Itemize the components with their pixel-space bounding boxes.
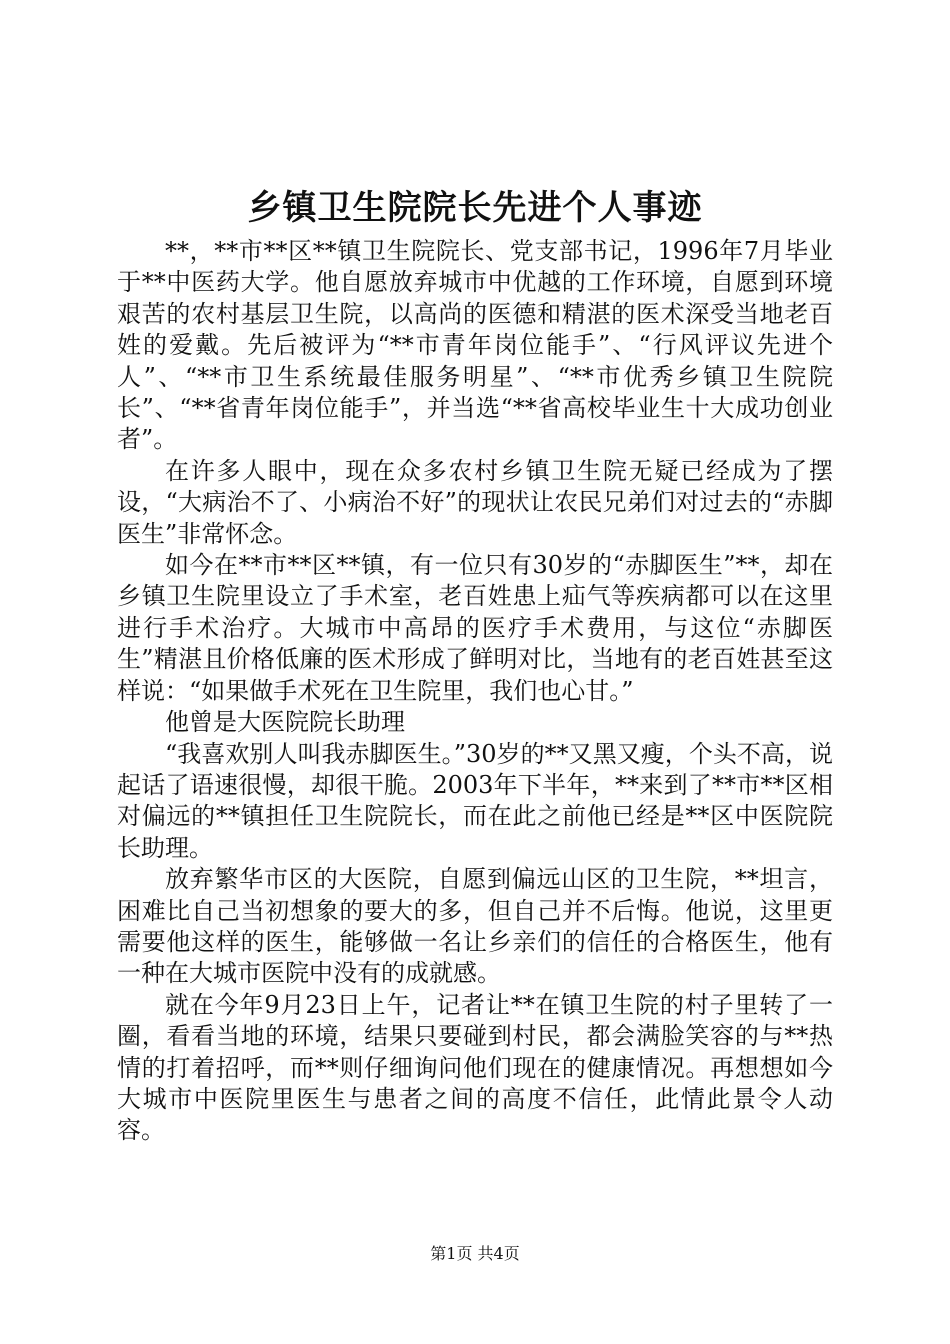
paragraph-6: 放弃繁华市区的大医院，自愿到偏远山区的卫生院，**坦言，困难比自己当初想象的要大的多，但自己并不后悔。他说，这里更需要他这样的医生，能够做一名让乡亲们的信任的合格医生，他有一种在大城市医院中没有的成就感。 <box>117 865 833 988</box>
paragraph-7: 就在今年9月23日上午，记者让**在镇卫生院的村子里转了一圈，看看当地的环境，结果只要碰到村民，都会满脸笑容的与**热情的打着招呼，而**则仔细询问他们现在的健康情况。再想想如今大城市中医院里医生与患者之间的高度不信任，此情此景令人动容。 <box>117 990 833 1145</box>
document-title: 乡镇卫生院院长先进个人事迹 <box>247 188 703 228</box>
paragraph-5: “我喜欢别人叫我赤脚医生。”30岁的**又黑又瘦，个头不高，说起话了语速很慢，却很干脆。2003年下半年，**来到了**市**区相对偏远的**镇担任卫生院院长，而在此之前他已经是**区中医院院长助理。 <box>117 739 833 862</box>
paragraph-2: 在许多人眼中，现在众多农村乡镇卫生院无疑已经成为了摆设，“大病治不了、小病治不好”的现状让农民兄弟们对过去的“赤脚医生”非常怀念。 <box>117 456 833 548</box>
page-footer: 第1页 共4页 <box>430 1244 520 1263</box>
document-body <box>117 236 833 1147</box>
paragraph-3: 如今在**市**区**镇，有一位只有30岁的“赤脚医生”**，却在乡镇卫生院里设立了手术室，老百姓患上疝气等疾病都可以在这里进行手术治疗。大城市中高昂的医疗手术费用，与这位“赤脚医生”精湛且价格低廉的医术形成了鲜明对比，当地有的老百姓甚至这样说：“如果做手术死在卫生院里，我们也心甘。” <box>117 551 833 705</box>
section-heading: 他曾是大医院院长助理 <box>165 708 405 737</box>
paragraph-1: **，**市**区**镇卫生院院长、党支部书记，1996年7月毕业于**中医药大学。他自愿放弃城市中优越的工作环境，自愿到环境艰苦的农村基层卫生院，以高尚的医德和精湛的医术深受当地老百姓的爱戴。先后被评为“**市青年岗位能手”、“行风评议先进个人”、“**市卫生系统最佳服务明星”、“**市优秀乡镇卫生院院长”、“**省青年岗位能手”，并当选“**省高校毕业生十大成功创业者”。 <box>117 237 833 454</box>
